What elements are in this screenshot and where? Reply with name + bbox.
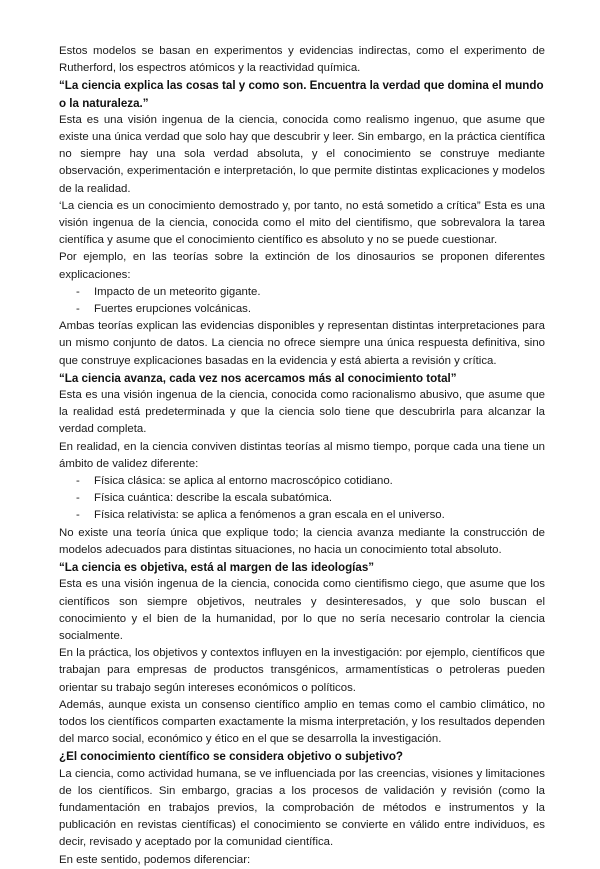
list-item: - Impacto de un meteorito gigante.: [76, 284, 545, 301]
paragraph-no-single-theory: No existe una teoría única que explique todo; la ciencia avanza mediante la construcción de modelos adecuados para distintas situaciones, no hacia un conocimiento total absoluto.: [59, 526, 545, 556]
paragraph-dinosaur-example: Por ejemplo, en las teorías sobre la extinción de los dinosaurios se proponen diferentes explicaciones:: [59, 251, 545, 281]
paragraph-differentiate: En este sentido, podemos diferenciar:: [59, 853, 251, 866]
paragraph-human-activity: La ciencia, como actividad humana, se ve influenciada por las creencias, visiones y limitaciones de los científicos. Sin embargo, gracias a los procesos de validación y revisión (como la fundamentación en trabajos previos, la comprobación de métodos e instrumentos y la publicación en revistas científicas) el conocimiento se convierte en válido entre individuos, es decir, revisado y aceptado por la comunidad científica.: [59, 767, 545, 849]
heading-naive-realism-quote: “La ciencia explica las cosas tal y como son. Encuentra la verdad que domina el mundo o la naturaleza.”: [59, 79, 544, 110]
paragraph-blind-scientism: Esta es una visión ingenua de la ciencia, conocida como cientifismo ciego, que asume que los científicos son siempre objetivos, neutrales y desinteresados, y que solo buscan el conocimiento y el bien de la humanidad, por lo que no sería necesario controlar la ciencia socialmente.: [59, 578, 545, 642]
paragraph-both-theories: Ambas teorías explican las evidencias disponibles y representan distintas interpretaciones para un mismo conjunto de datos. La ciencia no ofrece siempre una única respuesta definitiva, sino que construye explicaciones basadas en la evidencia y está abierta a revisión y crítica.: [59, 320, 545, 367]
paragraph-scientism-myth: ‘La ciencia es un conocimiento demostrado y, por tanto, no está sometido a crítica” Esta es una visión ingenua de la ciencia, conocida como el mito del cientifismo, que sobrevalora la tarea científica y asume que el conocimiento científico es absoluto y no se puede cuestionar.: [59, 199, 545, 247]
heading-objective-or-subjective: ¿El conocimiento científico se considera objetivo o subjetivo?: [59, 750, 404, 764]
paragraph-coexisting-theories: En realidad, en la ciencia conviven distintas teorías al mismo tiempo, porque cada una tiene un ámbito de validez diferente:: [59, 440, 545, 470]
list-item: - Física cuántica: describe la escala subatómica.: [76, 490, 545, 507]
list-item: - Física relativista: se aplica a fenómenos a gran escala en el universo.: [76, 507, 545, 524]
heading-objective-science-quote: “La ciencia es objetiva, está al margen de las ideologías”: [59, 561, 375, 575]
list-physics-branches: [59, 473, 545, 525]
paragraph-abusive-rationalism: Esta es una visión ingenua de la ciencia, conocida como racionalismo abusivo, que asume que la realidad está predeterminada y que la ciencia solo tiene que descubrirla para alcanzar la verdad completa.: [59, 389, 545, 436]
paragraph-models-evidence: Estos modelos se basan en experimentos y evidencias indirectas, como el experimento de Rutherford, los espectros atómicos y la reactividad química.: [59, 45, 545, 75]
heading-science-advances-quote: “La ciencia avanza, cada vez nos acercamos más al conocimiento total”: [59, 371, 457, 385]
paragraph-climate-consensus: Además, aunque exista un consenso científico amplio en temas como el cambio climático, no todos los científicos comparten exactamente la misma interpretación, y los resultados dependen del marco social, económico y ético en el que se desarrolla la investigación.: [59, 698, 545, 746]
paragraph-naive-realism: Esta es una visión ingenua de la ciencia, conocida como realismo ingenuo, que asume que existe una única verdad que solo hay que descubrir y leer. Sin embargo, en la práctica científica no siempre hay una sola verdad absoluta, y el conocimiento se construye mediante observación, experimentación e interpretación, lo que permite distintas explicaciones y modelos de la realidad.: [59, 113, 545, 195]
paragraph-practice-contexts: En la práctica, los objetivos y contextos influyen en la investigación: por ejemplo, científicos que trabajan para empresas de productos transgénicos, armamentísticas o petroleras pueden orientar su trabajo según intereses económicos o políticos.: [59, 647, 545, 694]
list-item: - Fuertes erupciones volcánicas.: [76, 301, 545, 318]
list-item: - Física clásica: se aplica al entorno macroscópico cotidiano.: [76, 473, 545, 490]
list-extinction-theories: [59, 284, 545, 318]
